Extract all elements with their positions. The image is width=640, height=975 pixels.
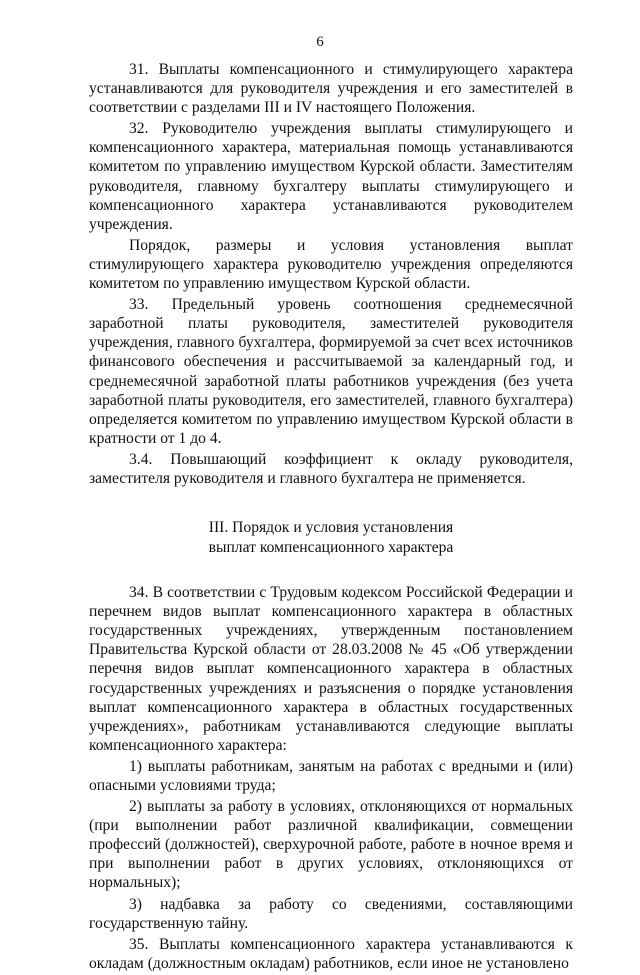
paragraph-31: 31. Выплаты компенсационного и стимулирующего характера устанавливаются для руководителя учреждения и его заместителей в соответствии с разделами III и IV настоящего Положения. [89,61,573,117]
page-number: 6 [316,34,324,50]
paragraph-35: 35. Выплаты компенсационного характера устанавливаются к окладам (должностным окладам) работников, если иное не установлено [89,935,573,972]
list-item-3: 3) надбавка за работу со сведениями, составляющими государственную тайну. [89,895,573,932]
section-heading-iii [89,518,573,557]
paragraph-34: 34. В соответствии с Трудовым кодексом Российской Федерации и перечнем видов выплат компенсационного характера в областных государственных учреждениях, утвержденным постановлением Правительства Курской области от 28.03.2008 № 45 «Об утверждении перечня видов выплат компенсационного характера в областных государственных учреждениях и разъяснения о порядке установления выплат компенсационного характера в областных государственных учреждениях», работникам устанавливаются следующие выплаты компенсационного характера: [89,584,573,754]
document-body [89,60,573,975]
paragraph-32-procedure: Порядок, размеры и условия установления выплат стимулирующего характера руководителю учреждения определяются комитетом по управлению имуществом Курской области. [89,236,573,293]
paragraph-33: 33. Предельный уровень соотношения среднемесячной заработной платы руководителя, заместителей руководителя учреждения, главного бухгалтера, формируемой за счет всех источников финансового обеспечения и рассчитываемой за календарный год, и среднемесячной заработной платы работников учреждения (без учета заработной платы руководителя, его заместителей, главного бухгалтера) определяется комитетом по управлению имуществом Курской области в кратности от 1 до 4. [89,296,573,447]
list-item-1: 1) выплаты работникам, занятым на работах с вредными и (или) опасными условиями труда; [89,757,573,794]
paragraph-3-4: 3.4. Повышающий коэффициент к окладу руководителя, заместителя руководителя и главного бухгалтера не применяется. [89,450,573,487]
section-heading-line-1: III. Порядок и условия установления [208,519,454,537]
section-heading-line-2: выплат компенсационного характера [208,538,454,556]
paragraph-32: 32. Руководителю учреждения выплаты стимулирующего и компенсационного характера, материальная помощь устанавливаются комитетом по управлению имуществом Курской области. Заместителям руководителя, главному бухгалтеру выплаты стимулирующего и компенсационного характера устанавливаются руководителем учреждения. [89,120,573,233]
list-item-2: 2) выплаты за работу в условиях, отклоняющихся от нормальных (при выполнении работ различной квалификации, совмещении профессий (должностей), сверхурочной работе, работе в ночное время и при выполнении работ в других условиях, отклоняющихся от нормальных); [89,798,573,892]
